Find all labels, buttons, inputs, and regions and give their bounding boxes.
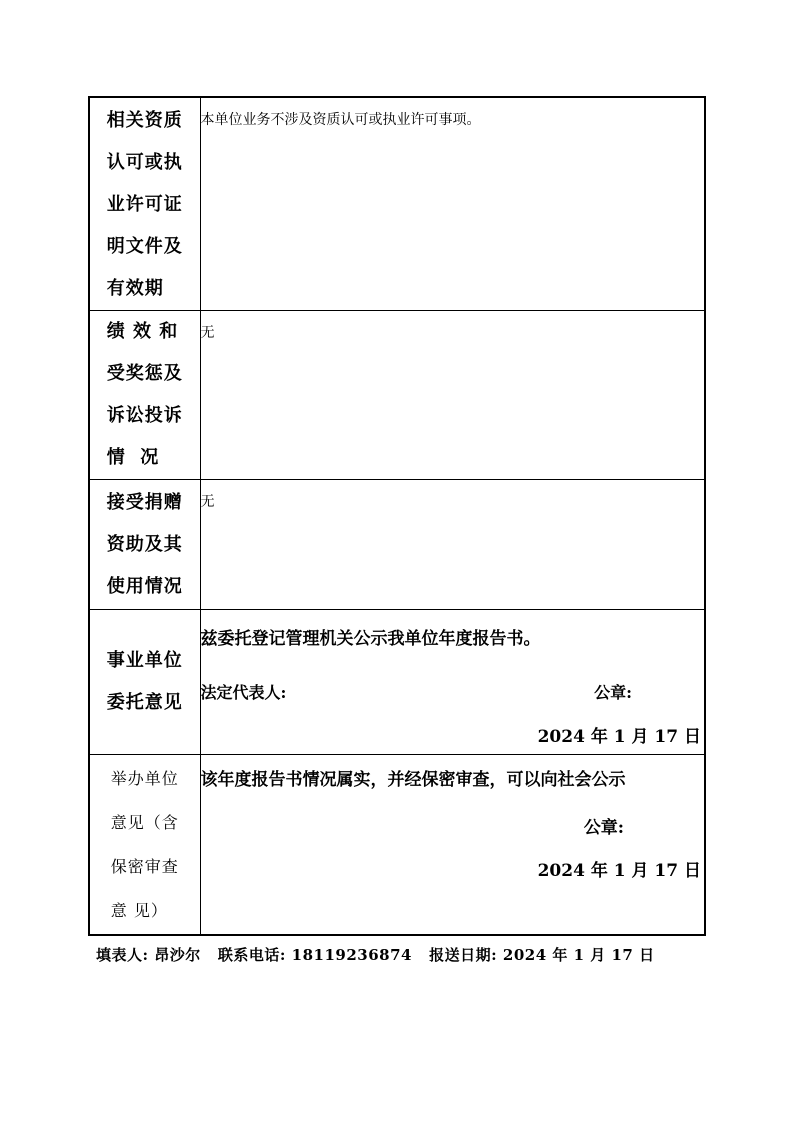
donation-label-cell xyxy=(89,480,200,610)
report-table xyxy=(88,96,706,936)
performance-label-cell xyxy=(89,311,200,480)
donation-row xyxy=(89,480,705,610)
license-label xyxy=(107,98,183,310)
entrust-label-cell xyxy=(89,610,200,755)
entrust-seal-label: 公章: xyxy=(594,683,632,702)
entrust-sign-line xyxy=(201,680,705,704)
legal-representative-label: 法定代表人: xyxy=(200,683,287,702)
license-row xyxy=(89,97,705,311)
organizer-date: 2024 年 1 月 17 日 xyxy=(537,861,701,881)
license-content-cell xyxy=(200,97,705,311)
organizer-seal-label: 公章: xyxy=(583,818,624,838)
performance-label-line: 受奖惩及 xyxy=(106,363,183,384)
donation-content-cell xyxy=(200,480,705,610)
license-label-cell xyxy=(89,97,200,311)
entrust-statement: 兹委托登记管理机关公示我单位年度报告书。 xyxy=(200,629,541,649)
license-content: 本单位业务不涉及资质认可或执业许可事项。 xyxy=(200,112,481,128)
organizer-statement: 该年度报告书情况属实，并经保密审查，可以向社会公示 xyxy=(200,770,626,790)
donation-content: 无 xyxy=(200,494,215,510)
organizer-label xyxy=(111,755,179,933)
organizer-label-line: 意见（含 xyxy=(110,813,179,832)
donation-label xyxy=(107,480,183,608)
license-label-line: 认可或执 xyxy=(106,152,183,173)
organizer-label-line: 举办单位 xyxy=(110,769,179,788)
entrust-row xyxy=(89,610,705,755)
entrust-date: 2024 年 1 月 17 日 xyxy=(537,727,701,747)
performance-label-line: 情 况 xyxy=(106,447,160,468)
donation-label-line: 使用情况 xyxy=(106,576,183,597)
performance-content-cell xyxy=(200,311,705,480)
license-label-line: 有效期 xyxy=(106,278,164,299)
organizer-row xyxy=(89,755,705,935)
entrust-label-line: 委托意见 xyxy=(106,692,183,713)
performance-label-line: 绩 效 和 xyxy=(106,321,179,342)
license-label-line: 明文件及 xyxy=(106,236,183,257)
organizer-label-cell xyxy=(89,755,200,935)
organizer-label-line: 意 见） xyxy=(110,901,168,920)
license-label-line: 相关资质 xyxy=(106,110,183,131)
performance-label-line: 诉讼投诉 xyxy=(106,405,183,426)
footer-info: 填表人: 昂沙尔 联系电话: 18119236874 报送日期: 2024 年 1 月 17 日 xyxy=(96,946,655,964)
performance-label xyxy=(107,311,183,479)
entrust-content-cell xyxy=(200,610,705,755)
organizer-content-cell xyxy=(200,755,705,935)
donation-label-line: 资助及其 xyxy=(106,534,183,555)
license-label-line: 业许可证 xyxy=(106,194,183,215)
entrust-label xyxy=(107,640,183,724)
performance-row xyxy=(89,311,705,480)
performance-content: 无 xyxy=(200,325,215,341)
donation-label-line: 接受捐赠 xyxy=(106,492,183,513)
entrust-label-line: 事业单位 xyxy=(106,650,183,671)
organizer-label-line: 保密审查 xyxy=(110,857,179,876)
